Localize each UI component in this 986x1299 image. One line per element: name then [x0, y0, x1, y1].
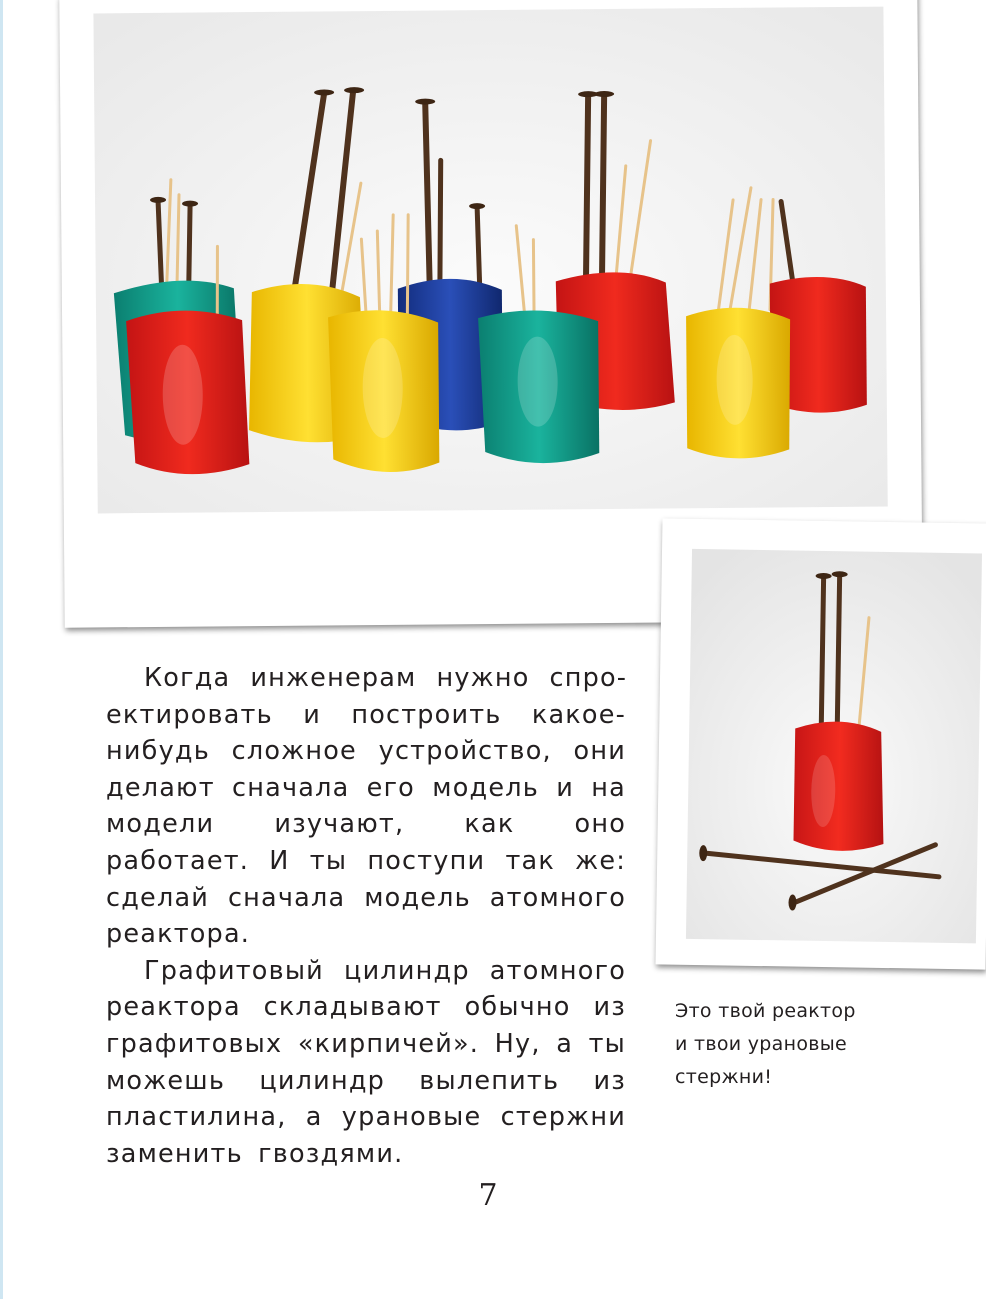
page-number: 7	[478, 1178, 498, 1213]
photo-caption	[675, 995, 905, 1094]
single-reactor-photo	[656, 518, 986, 969]
paragraph-1: Когда инженерам нужно спроектировать и построить какое-нибудь сложное устройство, они делают сначала его модель и на модели изучают, как оно работает. И ты поступи так же: сделай сначала модель атомного реактора.	[106, 663, 626, 950]
caption-line-3: стержни!	[675, 1066, 773, 1088]
body-text	[106, 660, 626, 1172]
page-edge-line	[0, 0, 3, 1299]
caption-line-2: и твои урановые	[675, 1033, 848, 1055]
paragraph-2: Графитовый цилиндр атомного реактора складывают обычно из графитовых «кирпичей». Ну, а ты можешь цилиндр вылепить из пластилина, а урановые стержни заменить гвоздями.	[106, 955, 626, 1169]
caption-line-1: Это твой реактор	[675, 1000, 856, 1022]
